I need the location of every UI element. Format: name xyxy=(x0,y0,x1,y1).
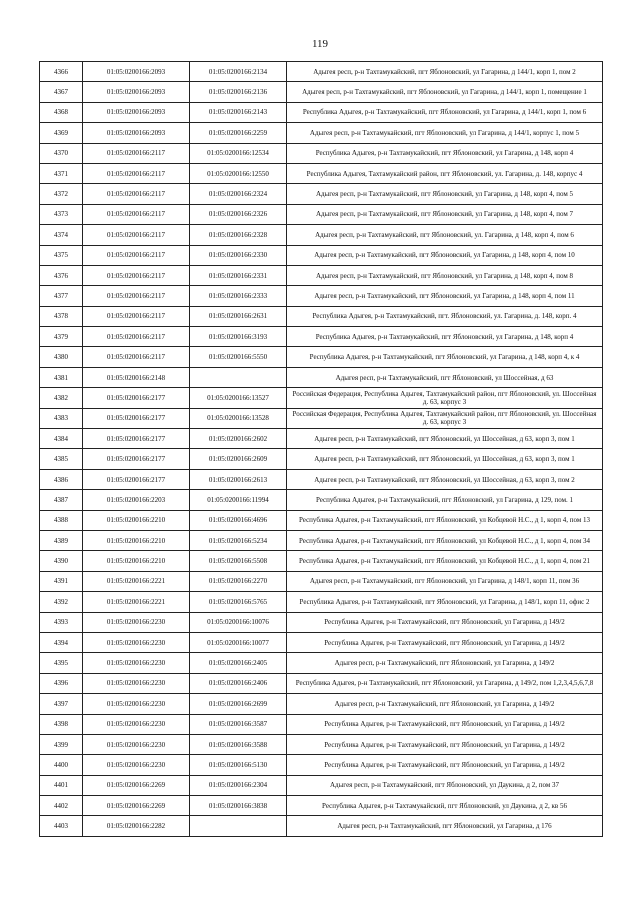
address-cell: Адыгея респ, р-н Тахтамукайский, пгт Яблоновский, ул Даукина, д 2, пом 37 xyxy=(287,775,603,795)
row-number-cell: 4370 xyxy=(40,143,83,163)
address-cell: Республика Адыгея, р-н Тахтамукайский, пгт Яблоновский, ул Гагарина, д 144/1, корп 1, пом 6 xyxy=(287,102,603,122)
row-number-cell: 4395 xyxy=(40,653,83,673)
table-row xyxy=(40,265,603,285)
object-cadastral-cell: 01:05:0200166:2326 xyxy=(190,204,287,224)
address-cell: Республика Адыгея, р-н Тахтамукайский, пгт Яблоновский, ул Гагарина, д 148, корп 4, к 4 xyxy=(287,347,603,367)
address-cell: Республика Адыгея, р-н Тахтамукайский, пгт Яблоновский, ул Кобцевой Н.С., д 1, корп 4, пом 13 xyxy=(287,510,603,530)
object-cadastral-cell: 01:05:0200166:5130 xyxy=(190,755,287,775)
object-cadastral-cell: 01:05:0200166:5234 xyxy=(190,530,287,550)
object-cadastral-cell xyxy=(190,816,287,836)
parcel-cadastral-cell: 01:05:0200166:2203 xyxy=(83,490,190,510)
table-row xyxy=(40,775,603,795)
row-number-cell: 4380 xyxy=(40,347,83,367)
row-number-cell: 4396 xyxy=(40,673,83,693)
parcel-cadastral-cell: 01:05:0200166:2230 xyxy=(83,653,190,673)
object-cadastral-cell: 01:05:0200166:3588 xyxy=(190,734,287,754)
object-cadastral-cell: 01:05:0200166:2328 xyxy=(190,225,287,245)
row-number-cell: 4372 xyxy=(40,184,83,204)
object-cadastral-cell: 01:05:0200166:2699 xyxy=(190,694,287,714)
address-cell: Республика Адыгея, р-н Тахтамукайский, пгт Яблоновский, ул Кобцевой Н.С., д 1, корп 4, пом 21 xyxy=(287,551,603,571)
page-number: 119 xyxy=(311,38,329,50)
table-row xyxy=(40,734,603,754)
object-cadastral-cell: 01:05:0200166:4696 xyxy=(190,510,287,530)
parcel-cadastral-cell: 01:05:0200166:2269 xyxy=(83,775,190,795)
parcel-cadastral-cell: 01:05:0200166:2117 xyxy=(83,184,190,204)
registry-body xyxy=(40,62,603,837)
object-cadastral-cell: 01:05:0200166:2134 xyxy=(190,62,287,82)
object-cadastral-cell: 01:05:0200166:5550 xyxy=(190,347,287,367)
table-row xyxy=(40,204,603,224)
table-row xyxy=(40,184,603,204)
table-row xyxy=(40,143,603,163)
table-row xyxy=(40,510,603,530)
address-cell: Адыгея респ, р-н Тахтамукайский, пгт Яблоновский, ул Гагарина, д 148, корп 4, пом 8 xyxy=(287,265,603,285)
address-cell: Адыгея респ, р-н Тахтамукайский, пгт Яблоновский, ул Гагарина, д 148, корп 4, пом 5 xyxy=(287,184,603,204)
table-row xyxy=(40,245,603,265)
object-cadastral-cell: 01:05:0200166:2406 xyxy=(190,673,287,693)
object-cadastral-cell: 01:05:0200166:2259 xyxy=(190,123,287,143)
table-row xyxy=(40,755,603,775)
address-cell: Адыгея респ, р-н Тахтамукайский, пгт Яблоновский, ул Шоссейная, д 63, корп 3, пом 1 xyxy=(287,449,603,469)
address-cell: Адыгея респ, р-н Тахтамукайский, пгт Яблоновский, ул Гагарина, д 148/1, корп 11, пом 36 xyxy=(287,571,603,591)
object-cadastral-cell: 01:05:0200166:11994 xyxy=(190,490,287,510)
parcel-cadastral-cell: 01:05:0200166:2230 xyxy=(83,755,190,775)
table-row xyxy=(40,694,603,714)
row-number-cell: 4368 xyxy=(40,102,83,122)
row-number-cell: 4390 xyxy=(40,551,83,571)
row-number-cell: 4375 xyxy=(40,245,83,265)
table-row xyxy=(40,163,603,183)
address-cell: Российская Федерация, Республика Адыгея, Тахтамукайский район, пгт Яблоновский, ул. Шоссейная д. 63, корпус 3 xyxy=(287,388,603,408)
row-number-cell: 4378 xyxy=(40,306,83,326)
address-cell: Республика Адыгея, р-н Тахтамукайский, пгт Яблоновский, ул Гагарина, д 149/2 xyxy=(287,734,603,754)
object-cadastral-cell xyxy=(190,367,287,387)
object-cadastral-cell: 01:05:0200166:2330 xyxy=(190,245,287,265)
parcel-cadastral-cell: 01:05:0200166:2282 xyxy=(83,816,190,836)
address-cell: Адыгея респ, р-н Тахтамукайский, пгт Яблоновский, ул Гагарина, д 144/1, корпус 1, пом 5 xyxy=(287,123,603,143)
address-cell: Республика Адыгея, р-н Тахтамукайский, пгт Яблоновский, ул Гагарина, д 148, корп 4 xyxy=(287,143,603,163)
parcel-cadastral-cell: 01:05:0200166:2221 xyxy=(83,571,190,591)
table-row xyxy=(40,551,603,571)
table-row xyxy=(40,796,603,816)
parcel-cadastral-cell: 01:05:0200166:2093 xyxy=(83,82,190,102)
address-cell: Республика Адыгея, р-н Тахтамукайский, пгт. Яблоновский, ул. Гагарина, д. 148, корп. 4 xyxy=(287,306,603,326)
parcel-cadastral-cell: 01:05:0200166:2117 xyxy=(83,286,190,306)
address-cell: Республика Адыгея, р-н Тахтамукайский, пгт Яблоновский, ул Гагарина, д 149/2 xyxy=(287,755,603,775)
table-row xyxy=(40,816,603,836)
parcel-cadastral-cell: 01:05:0200166:2177 xyxy=(83,449,190,469)
parcel-cadastral-cell: 01:05:0200166:2117 xyxy=(83,204,190,224)
object-cadastral-cell: 01:05:0200166:2136 xyxy=(190,82,287,102)
row-number-cell: 4377 xyxy=(40,286,83,306)
address-cell: Адыгея респ, р-н Тахтамукайский, пгт Яблоновский, ул Гагарина, д 176 xyxy=(287,816,603,836)
row-number-cell: 4384 xyxy=(40,429,83,449)
row-number-cell: 4398 xyxy=(40,714,83,734)
table-row xyxy=(40,388,603,408)
address-cell: Адыгея респ, р-н Тахтамукайский, пгт Яблоновский, ул Гагарина, д 144/1, корп 1, помещение 1 xyxy=(287,82,603,102)
table-row xyxy=(40,102,603,122)
table-row xyxy=(40,612,603,632)
object-cadastral-cell: 01:05:0200166:5508 xyxy=(190,551,287,571)
row-number-cell: 4400 xyxy=(40,755,83,775)
parcel-cadastral-cell: 01:05:0200166:2210 xyxy=(83,510,190,530)
row-number-cell: 4366 xyxy=(40,62,83,82)
address-cell: Республика Адыгея, р-н Тахтамукайский, пгт Яблоновский, ул Гагарина, д 149/2 xyxy=(287,714,603,734)
address-cell: Республика Адыгея, р-н Тахтамукайский, пгт Яблоновский, ул Гагарина, д 148/1, корп 11, офис 2 xyxy=(287,592,603,612)
parcel-cadastral-cell: 01:05:0200166:2117 xyxy=(83,306,190,326)
parcel-cadastral-cell: 01:05:0200166:2210 xyxy=(83,530,190,550)
address-cell: Республика Адыгея, р-н Тахтамукайский, пгт Яблоновский, ул Даукина, д 2, кв 56 xyxy=(287,796,603,816)
object-cadastral-cell: 01:05:0200166:2405 xyxy=(190,653,287,673)
table-row xyxy=(40,571,603,591)
row-number-cell: 4401 xyxy=(40,775,83,795)
table-row xyxy=(40,632,603,652)
row-number-cell: 4399 xyxy=(40,734,83,754)
table-row xyxy=(40,62,603,82)
row-number-cell: 4393 xyxy=(40,612,83,632)
address-cell: Республика Адыгея, р-н Тахтамукайский, пгт Яблоновский, ул Гагарина, д 129, пом. 1 xyxy=(287,490,603,510)
object-cadastral-cell: 01:05:0200166:3193 xyxy=(190,327,287,347)
object-cadastral-cell: 01:05:0200166:12534 xyxy=(190,143,287,163)
address-cell: Республика Адыгея, р-н Тахтамукайский, пгт Яблоновский, ул Кобцевой Н.С., д 1, корп 4, пом 34 xyxy=(287,530,603,550)
address-cell: Адыгея респ, р-н Тахтамукайский, пгт Яблоновский, ул Гагарина, д 149/2 xyxy=(287,653,603,673)
table-row xyxy=(40,347,603,367)
parcel-cadastral-cell: 01:05:0200166:2230 xyxy=(83,734,190,754)
table-row xyxy=(40,530,603,550)
row-number-cell: 4386 xyxy=(40,469,83,489)
row-number-cell: 4381 xyxy=(40,367,83,387)
parcel-cadastral-cell: 01:05:0200166:2177 xyxy=(83,388,190,408)
table-row xyxy=(40,82,603,102)
parcel-cadastral-cell: 01:05:0200166:2117 xyxy=(83,163,190,183)
parcel-cadastral-cell: 01:05:0200166:2093 xyxy=(83,102,190,122)
address-cell: Республика Адыгея, р-н Тахтамукайский, пгт Яблоновский, ул Гагарина, д 149/2, пом 1,2,3,4,5,6,7,8 xyxy=(287,673,603,693)
object-cadastral-cell: 01:05:0200166:10077 xyxy=(190,632,287,652)
table-row xyxy=(40,408,603,428)
row-number-cell: 4382 xyxy=(40,388,83,408)
object-cadastral-cell: 01:05:0200166:2331 xyxy=(190,265,287,285)
row-number-cell: 4374 xyxy=(40,225,83,245)
address-cell: Адыгея респ, р-н Тахтамукайский, пгт Яблоновский, ул Шоссейная, д 63, корп 3, пом 2 xyxy=(287,469,603,489)
parcel-cadastral-cell: 01:05:0200166:2093 xyxy=(83,62,190,82)
row-number-cell: 4402 xyxy=(40,796,83,816)
address-cell: Адыгея респ, р-н Тахтамукайский, пгт Яблоновский, ул Шоссейная, д 63, корп 3, пом 1 xyxy=(287,429,603,449)
row-number-cell: 4373 xyxy=(40,204,83,224)
parcel-cadastral-cell: 01:05:0200166:2117 xyxy=(83,347,190,367)
object-cadastral-cell: 01:05:0200166:2613 xyxy=(190,469,287,489)
table-row xyxy=(40,653,603,673)
object-cadastral-cell: 01:05:0200166:3838 xyxy=(190,796,287,816)
address-cell: Адыгея респ, р-н Тахтамукайский, пгт Яблоновский, ул Шоссейная, д 63 xyxy=(287,367,603,387)
address-cell: Адыгея респ, р-н Тахтамукайский, пгт Яблоновский, ул Гагарина, д 149/2 xyxy=(287,694,603,714)
registry-table xyxy=(39,61,603,837)
parcel-cadastral-cell: 01:05:0200166:2230 xyxy=(83,673,190,693)
object-cadastral-cell: 01:05:0200166:2631 xyxy=(190,306,287,326)
address-cell: Республика Адыгея, р-н Тахтамукайский, пгт Яблоновский, ул Гагарина, д 148, корп 4 xyxy=(287,327,603,347)
row-number-cell: 4367 xyxy=(40,82,83,102)
table-row xyxy=(40,673,603,693)
table-row xyxy=(40,592,603,612)
table-row xyxy=(40,327,603,347)
table-row xyxy=(40,714,603,734)
row-number-cell: 4383 xyxy=(40,408,83,428)
parcel-cadastral-cell: 01:05:0200166:2269 xyxy=(83,796,190,816)
table-row xyxy=(40,123,603,143)
parcel-cadastral-cell: 01:05:0200166:2230 xyxy=(83,714,190,734)
parcel-cadastral-cell: 01:05:0200166:2230 xyxy=(83,694,190,714)
object-cadastral-cell: 01:05:0200166:2602 xyxy=(190,429,287,449)
parcel-cadastral-cell: 01:05:0200166:2177 xyxy=(83,429,190,449)
object-cadastral-cell: 01:05:0200166:3587 xyxy=(190,714,287,734)
row-number-cell: 4379 xyxy=(40,327,83,347)
address-cell: Адыгея респ, р-н Тахтамукайский, пгт Яблоновский, ул. Гагарина, д 148, корп 4, пом 6 xyxy=(287,225,603,245)
parcel-cadastral-cell: 01:05:0200166:2230 xyxy=(83,632,190,652)
address-cell: Адыгея респ, р-н Тахтамукайский, пгт Яблоновский, ул Гагарина, д 144/1, корп 1, пом 2 xyxy=(287,62,603,82)
parcel-cadastral-cell: 01:05:0200166:2177 xyxy=(83,408,190,428)
row-number-cell: 4391 xyxy=(40,571,83,591)
row-number-cell: 4397 xyxy=(40,694,83,714)
parcel-cadastral-cell: 01:05:0200166:2117 xyxy=(83,327,190,347)
table-row xyxy=(40,286,603,306)
address-cell: Республика Адыгея, р-н Тахтамукайский, пгт Яблоновский, ул Гагарина, д 149/2 xyxy=(287,612,603,632)
parcel-cadastral-cell: 01:05:0200166:2117 xyxy=(83,143,190,163)
table-row xyxy=(40,306,603,326)
address-cell: Адыгея респ, р-н Тахтамукайский, пгт Яблоновский, ул Гагарина, д 148, корп 4, пом 11 xyxy=(287,286,603,306)
address-cell: Республика Адыгея, Тахтамукайский район, пгт Яблоновский, ул. Гагарина, д. 148, корпус 4 xyxy=(287,163,603,183)
parcel-cadastral-cell: 01:05:0200166:2177 xyxy=(83,469,190,489)
object-cadastral-cell: 01:05:0200166:5765 xyxy=(190,592,287,612)
address-cell: Адыгея респ, р-н Тахтамукайский, пгт Яблоновский, ул Гагарина, д 148, корп 4, пом 7 xyxy=(287,204,603,224)
object-cadastral-cell: 01:05:0200166:13527 xyxy=(190,388,287,408)
row-number-cell: 4385 xyxy=(40,449,83,469)
table-row xyxy=(40,490,603,510)
row-number-cell: 4394 xyxy=(40,632,83,652)
parcel-cadastral-cell: 01:05:0200166:2148 xyxy=(83,367,190,387)
row-number-cell: 4376 xyxy=(40,265,83,285)
address-cell: Российская Федерация, Республика Адыгея, Тахтамукайский район, пгт Яблоновский, ул. Шоссейная д. 63, корпус 3 xyxy=(287,408,603,428)
row-number-cell: 4392 xyxy=(40,592,83,612)
parcel-cadastral-cell: 01:05:0200166:2230 xyxy=(83,612,190,632)
object-cadastral-cell: 01:05:0200166:2333 xyxy=(190,286,287,306)
object-cadastral-cell: 01:05:0200166:2304 xyxy=(190,775,287,795)
address-cell: Республика Адыгея, р-н Тахтамукайский, пгт Яблоновский, ул Гагарина, д 149/2 xyxy=(287,632,603,652)
row-number-cell: 4371 xyxy=(40,163,83,183)
address-cell: Адыгея респ, р-н Тахтамукайский, пгт Яблоновский, ул Гагарина, д 148, корп 4, пом 10 xyxy=(287,245,603,265)
parcel-cadastral-cell: 01:05:0200166:2117 xyxy=(83,245,190,265)
row-number-cell: 4389 xyxy=(40,530,83,550)
object-cadastral-cell: 01:05:0200166:2609 xyxy=(190,449,287,469)
parcel-cadastral-cell: 01:05:0200166:2221 xyxy=(83,592,190,612)
object-cadastral-cell: 01:05:0200166:13528 xyxy=(190,408,287,428)
parcel-cadastral-cell: 01:05:0200166:2093 xyxy=(83,123,190,143)
table-row xyxy=(40,367,603,387)
object-cadastral-cell: 01:05:0200166:12550 xyxy=(190,163,287,183)
object-cadastral-cell: 01:05:0200166:10076 xyxy=(190,612,287,632)
parcel-cadastral-cell: 01:05:0200166:2117 xyxy=(83,225,190,245)
parcel-cadastral-cell: 01:05:0200166:2117 xyxy=(83,265,190,285)
object-cadastral-cell: 01:05:0200166:2270 xyxy=(190,571,287,591)
row-number-cell: 4369 xyxy=(40,123,83,143)
table-row xyxy=(40,429,603,449)
table-row xyxy=(40,469,603,489)
row-number-cell: 4403 xyxy=(40,816,83,836)
object-cadastral-cell: 01:05:0200166:2143 xyxy=(190,102,287,122)
row-number-cell: 4388 xyxy=(40,510,83,530)
table-row xyxy=(40,225,603,245)
parcel-cadastral-cell: 01:05:0200166:2210 xyxy=(83,551,190,571)
object-cadastral-cell: 01:05:0200166:2324 xyxy=(190,184,287,204)
row-number-cell: 4387 xyxy=(40,490,83,510)
table-row xyxy=(40,449,603,469)
